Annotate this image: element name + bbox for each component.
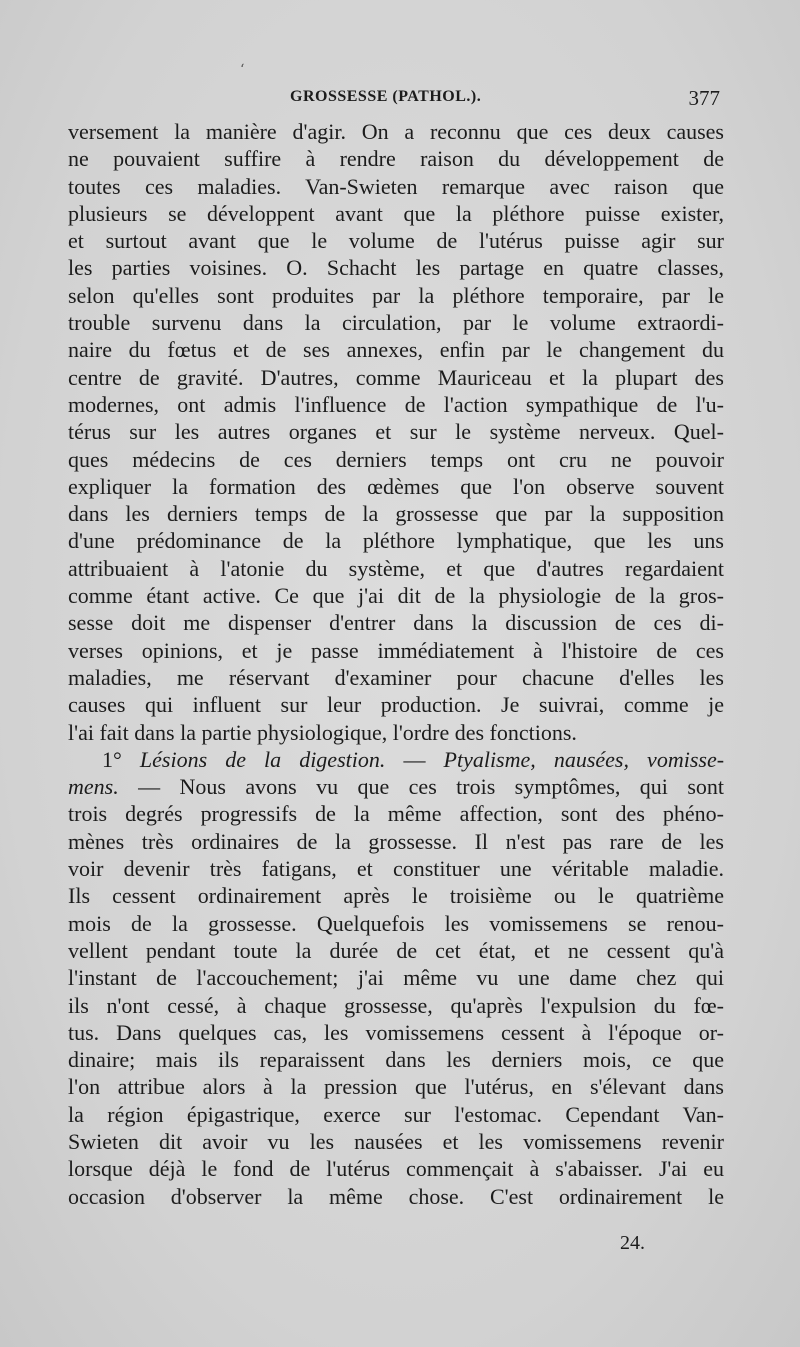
text-line: causes qui influent sur leur production. Je suivrai, comme je [68,692,724,718]
section-number: 1° [102,746,122,772]
text-line: l'instant de l'accouchement; j'ai même vu une dame chez qui [68,965,724,991]
text-line: trouble survenu dans la circulation, par le volume extraordi- [68,310,724,336]
section-lead-line [68,773,724,800]
text-line: selon qu'elles sont produites par la pléthore temporaire, par le [68,282,724,308]
text-line: trois degrés progressifs de la même affection, sont des phéno- [68,801,724,827]
text-line: modernes, ont admis l'influence de l'action sympathique de l'u- [68,391,724,417]
text-line: maladies, me réservant d'examiner pour chacune d'elles les [68,664,724,690]
page-header [68,88,724,116]
lead-text: — Nous avons vu que ces trois symptômes, qui sont [138,774,724,800]
page-number: 377 [688,86,720,110]
text-line: les parties voisines. O. Schacht les partage en quatre classes, [68,255,724,281]
section-subtitle-end: mens. [68,774,119,800]
text-line: lorsque déjà le fond de l'utérus commençait à s'abaisser. J'ai eu [68,1156,724,1182]
text-line: Swieten dit avoir vu les nausées et les vomissemens revenir [68,1128,724,1154]
text-line: la région épigastrique, exerce sur l'estomac. Cependant Van- [68,1101,724,1127]
text-line: voir devenir très fatigans, et constituer une véritable maladie. [68,856,724,882]
section-subtitle: Ptyalisme, nausées, vomisse- [443,746,724,772]
text-line: versement la manière d'agir. On a reconnu que ces deux causes [68,119,724,144]
text-line: attribuaient à l'atonie du système, et que d'autres regardaient [68,555,724,581]
running-title: GROSSESSE (PATHOL.). [290,88,482,105]
text-line: ils n'ont cessé, à chaque grossesse, qu'après l'expulsion du fœ- [68,992,724,1018]
section-title: Lésions de la digestion. [139,746,386,772]
text-line: expliquer la formation des œdèmes que l'on observe souvent [68,473,724,499]
text-line: verses opinions, et je passe immédiatement à l'histoire de ces [68,637,724,663]
text-line: naire du fœtus et de ses annexes, enfin par le changement du [68,337,724,363]
heading-dash: — [403,746,426,772]
signature-mark: 24. [620,1232,645,1254]
text-line: mois de la grossesse. Quelquefois les vomissemens se renou- [68,910,724,936]
text-line: tus. Dans quelques cas, les vomissemens cessent à l'époque or- [68,1019,724,1045]
main-text [68,118,724,1210]
text-line: mènes très ordinaires de la grossesse. Il n'est pas rare de les [68,828,724,854]
text-line: vellent pendant toute la durée de cet état, et ne cessent qu'à [68,937,724,963]
text-line: dans les derniers temps de la grossesse que par la supposition [68,501,724,527]
text-line: comme étant active. Ce que j'ai dit de la physiologie de la gros- [68,583,724,609]
text-line: Ils cessent ordinairement après le troisième ou le quatrième [68,883,724,909]
text-line: sesse doit me dispenser d'entrer dans la discussion de ces di- [68,610,724,636]
text-line: occasion d'observer la même chose. C'est ordinairement le [68,1183,724,1209]
text-line: ques médecins de ces derniers temps ont cru ne pouvoir [68,446,724,472]
text-line: d'une prédominance de la pléthore lymphatique, que les uns [68,528,724,554]
text-line: l'on attribue alors à la pression que l'utérus, en s'élevant dans [68,1074,724,1100]
section-heading-line [68,746,724,773]
text-line: ne pouvaient suffire à rendre raison du développement de [68,146,724,172]
text-line: plusieurs se développent avant que la pléthore puisse exister, [68,200,724,226]
text-line: l'ai fait dans la partie physiologique, l'ordre des fonctions. [68,719,577,745]
text-line: toutes ces maladies. Van-Swieten remarque avec raison que [68,173,724,199]
text-line: térus sur les autres organes et sur le système nerveux. Quel- [68,419,724,445]
text-line: dinaire; mais ils reparaissent dans les derniers mois, ce que [68,1047,724,1073]
text-line: et surtout avant que le volume de l'utérus puisse agir sur [68,228,724,254]
text-line: centre de gravité. D'autres, comme Mauriceau et la plupart des [68,364,724,390]
ink-speck: ‘ [240,62,245,78]
